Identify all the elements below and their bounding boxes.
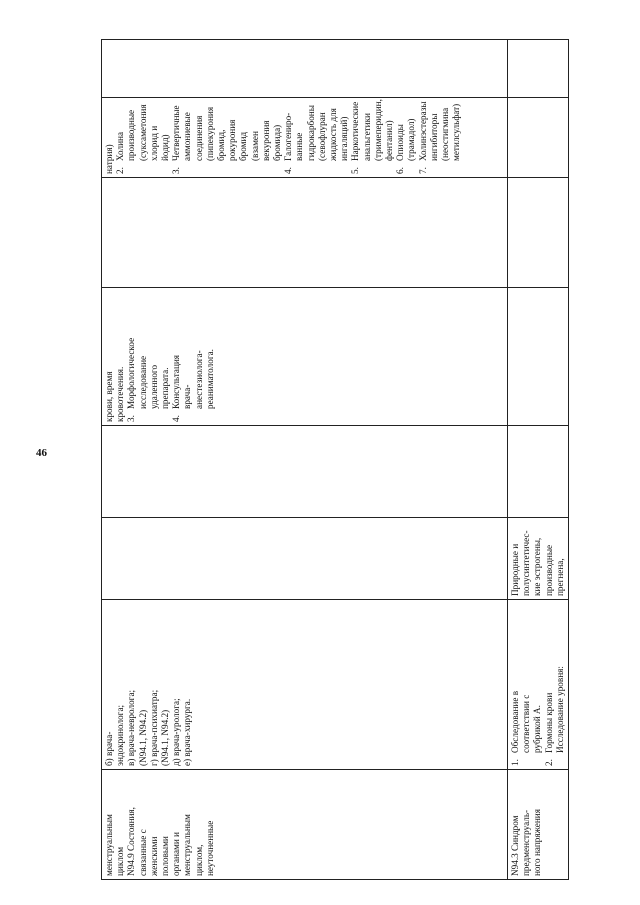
diagnosis-cell [102,770,508,880]
item-number: 7. [417,167,428,174]
item-text [126,291,171,409]
examinations-cell [508,600,569,770]
text-line: метилсульфат) [451,103,462,161]
text-line: ингибиторы [428,113,439,161]
empty-cell [508,288,569,426]
text-line: производные [543,544,554,596]
text-line: половыми [160,836,171,876]
list-item [510,603,544,766]
medications-cell [508,518,569,600]
empty-cell [102,518,508,600]
table-row [102,40,508,880]
text-line: (трамадол) [406,118,417,161]
text-line: ванные [294,132,305,161]
text-line: Природные и [510,543,520,596]
list-item [418,101,463,174]
empty-cell [508,426,569,518]
text-line: ного напряжения [532,809,543,876]
item-text [418,101,463,161]
text-line: аммониевые [182,112,193,161]
text-line: Наркотические [350,101,361,161]
text-line: кие эстрогены, [532,537,543,596]
empty-cell [508,40,569,98]
text-line: Морфологическое [126,337,137,409]
empty-cell [102,178,508,288]
text-line: бромид, [216,129,227,161]
text-line: (пипекурония [204,106,215,161]
item-text [395,101,417,161]
list-item [126,291,171,422]
list-item [283,101,350,174]
text-line: Обследование в [510,690,520,753]
text-line: врача- [182,384,193,409]
diagnosis-cell [508,770,569,880]
text-line: анальгетики [361,113,372,161]
empty-cell [508,178,569,288]
rotated-page [101,40,565,880]
text-line: (севофлуран [316,112,327,161]
text-line: (N94.1, N94.2) [160,709,171,766]
text-line: векурония [260,120,271,161]
text-line: гидрокарбоны [305,105,316,161]
text-line: соединения [193,115,204,161]
item-number: 5. [350,167,361,174]
text-line: бромида) [272,124,283,161]
item-number: 2. [115,167,126,174]
text-line: прегнена, [554,558,565,596]
text-line: б) врача- [104,731,114,766]
text-line: жидкость для [328,108,339,161]
text-line: Холинэстеразы [417,101,428,161]
text-line: кровотечения. [115,366,126,422]
text-line: рубрикой А. [532,705,543,753]
table-row [508,40,569,880]
list-item [350,101,395,174]
item-text [115,101,171,161]
text-line: рокурония [227,119,238,161]
text-line: е) врача-хирурга. [182,698,193,766]
list-item [544,603,566,766]
text-line: органами и [171,832,182,876]
text-line: удаленного [148,364,159,409]
page-number: 46 [36,447,47,459]
item-number: 4. [283,167,294,174]
text-line: г) врача-психиатра; [148,689,159,766]
text-line: менструальным [104,814,114,876]
list-item [171,101,283,174]
item-text [350,99,395,161]
text-line: фентанил) [384,120,395,161]
text-line: Холина [115,131,126,161]
text-line: анестезиолога- [193,350,204,409]
text-line: натрия) [104,144,114,174]
text-line: д) врача-уролога; [171,698,182,766]
text-line: крови, время [104,371,114,422]
item-text [510,603,544,753]
text-line: N94.3 Синдром [510,815,520,876]
text-line: бромид (взамен [238,131,260,161]
text-line: (неостигмина [440,107,451,161]
text-line: (тримеперидин, [372,99,383,161]
list-item [115,101,171,174]
text-line: препарата. [160,367,171,409]
item-text [283,101,350,161]
text-line: соответствии с [521,694,532,753]
text-line: предменструаль- [521,809,532,876]
item-text [171,291,216,409]
text-line: полусинтетичес- [521,530,532,596]
item-text [171,101,283,161]
text-line: связанные с [137,829,148,876]
text-line: Гормоны крови [543,692,554,753]
empty-cell [102,40,508,98]
list-item [395,101,417,174]
item-number: 2. [543,759,554,766]
list-item [171,291,216,422]
medications-cell [102,98,508,178]
text-line: ингаляций) [339,116,350,161]
clinical-protocol-table [101,39,569,880]
item-number: 1. [510,759,520,766]
text-line: Галогениро- [283,112,294,161]
text-line: (суксаметония [137,104,148,161]
examinations-cell [102,288,508,426]
text-line: производные [126,109,137,161]
text-line: неуточненные [204,820,215,876]
consultations-cell [102,600,508,770]
item-number: 6. [395,167,406,174]
text-line: циклом, [193,844,204,876]
item-number: 4. [171,415,182,422]
empty-cell [508,98,569,178]
text-line: в) врача-невролога; [126,689,137,766]
item-text [544,603,566,753]
item-number: 3. [126,415,137,422]
item-number: 3. [171,167,182,174]
text-line: реаниматолога. [204,349,215,409]
text-line: циклом [115,846,126,876]
text-line: эндокринолога; [115,704,126,766]
text-line: (N94.1, N94.2) [137,709,148,766]
text-line: Опиоиды [395,124,406,161]
text-line: менструальным [182,814,193,876]
text-line: Исследование уровня: [554,666,565,753]
text-line: исследование [137,355,148,409]
text-line: N94.9 Состояния, [126,807,137,876]
text-line: женскими [148,836,159,876]
text-line: Четвертичные [171,105,182,161]
text-line: хлорид и йодид) [148,125,171,161]
empty-cell [102,426,508,518]
text-line: Консультация [171,354,182,409]
